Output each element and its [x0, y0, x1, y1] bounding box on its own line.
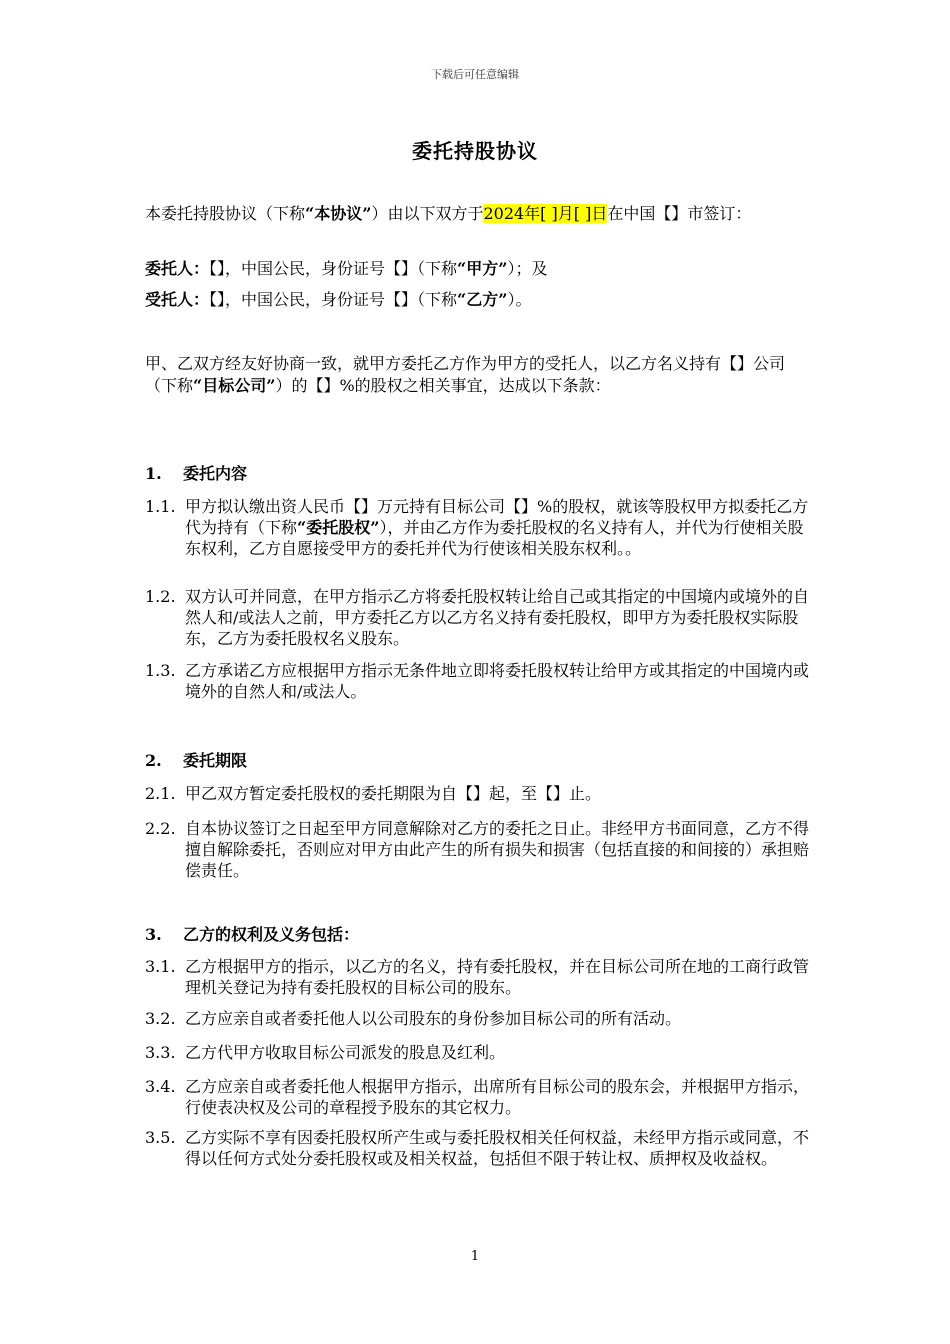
clause-item: 3.4. 乙方应亲自或者委托他人根据甲方指示，出席所有目标公司的股东会，并根据甲方指示，行使表决权及公司的章程授予股东的其它权力。	[145, 1077, 810, 1117]
preamble-paragraph: 甲、乙双方经友好协商一致，就甲方委托乙方作为甲方的受托人，以乙方名义持有【】公司（下称“目标公司”）的【】%的股权之相关事宜，达成以下条款：	[145, 354, 786, 395]
page-header: 下载后可任意编辑	[431, 68, 519, 81]
clause-item: 2.1. 甲乙双方暂定委托股权的委托期限为自【】起，至【】止。	[145, 784, 602, 803]
intro-paragraph: 本委托持股协议（下称“本协议”）由以下双方于2024年[ ]月[ ]日在中国【】市签订：	[145, 204, 752, 223]
party-b-line: 受托人：【】，中国公民，身份证号【】（下称“乙方”）。	[145, 290, 532, 309]
section-heading: 3. 乙方的权利及义务包括：	[145, 925, 360, 944]
document-title: 委托持股协议	[412, 139, 538, 163]
clause-item: 3.3. 乙方代甲方收取目标公司派发的股息及红利。	[145, 1043, 506, 1062]
signing-date-highlight: 2024年[ ]月[ ]日	[483, 204, 608, 223]
clause-item: 3.2. 乙方应亲自或者委托他人以公司股东的身份参加目标公司的所有活动。	[145, 1009, 682, 1028]
section-heading: 2. 委托期限	[145, 751, 248, 770]
clause-item: 1.3. 乙方承诺乙方应根据甲方指示无条件地立即将委托股权转让给甲方或其指定的中国境内或境外的自然人和/或法人。	[145, 661, 810, 701]
clause-item: 1.2. 双方认可并同意，在甲方指示乙方将委托股权转让给自己或其指定的中国境内或境外的自然人和/或法人之前，甲方委托乙方以乙方名义持有委托股权，即甲方为委托股权实际股东，乙方为委托股权名义股东。	[145, 587, 810, 648]
section-heading: 1. 委托内容	[145, 464, 248, 483]
clause-item: 3.5. 乙方实际不享有因委托股权所产生或与委托股权相关任何权益，未经甲方指示或同意，不得以任何方式处分委托股权或及相关权益，包括但不限于转让权、质押权及收益权。	[145, 1128, 810, 1168]
party-a-line: 委托人：【】，中国公民，身份证号【】（下称“甲方”）；及	[145, 259, 548, 278]
clause-item: 1.1. 甲方拟认缴出资人民币【】万元持有目标公司【】%的股权，就该等股权甲方拟委托乙方代为持有（下称“委托股权”），并由乙方作为委托股权的名义持有人，并代为行使相关股东权利，乙方自愿接受甲方的委托并代为行使该相关股东权利。。	[145, 497, 809, 558]
clause-item: 2.2. 自本协议签订之日起至甲方同意解除对乙方的委托之日止。非经甲方书面同意，乙方不得擅自解除委托，否则应对甲方由此产生的所有损失和损害（包括直接的和间接的）承担赔偿责任。	[145, 819, 810, 880]
clause-item: 3.1. 乙方根据甲方的指示，以乙方的名义，持有委托股权，并在目标公司所在地的工商行政管理机关登记为持有委托股权的目标公司的股东。	[145, 957, 810, 997]
page-number: 1	[470, 1249, 480, 1264]
term-agreement: 本协议	[314, 204, 363, 223]
